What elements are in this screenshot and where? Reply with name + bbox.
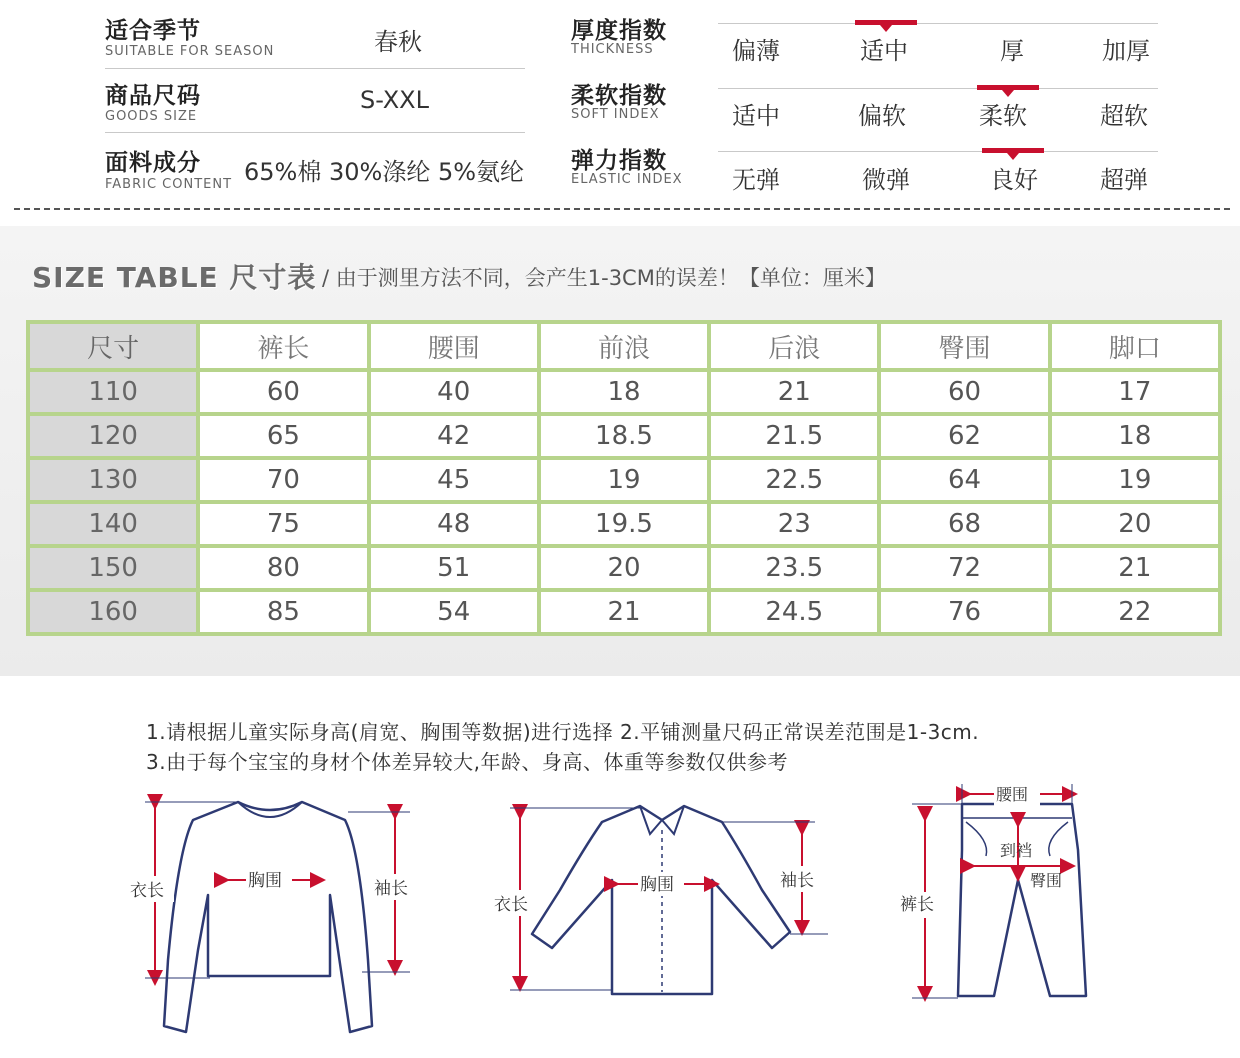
spec-label-zh: 面料成分 [105,150,201,176]
table-row [28,502,1220,546]
table-cell: 19.5 [539,502,709,546]
pants-hip-label: 臀围 [1030,871,1063,890]
table-cell: 72 [879,546,1049,590]
pants-waist-label: 腰围 [996,785,1029,804]
table-cell: 23 [709,502,879,546]
table-header: 后浪 [709,322,879,370]
table-cell: 21 [539,590,709,634]
table-cell: 68 [879,502,1049,546]
index-option: 适中 [732,102,780,130]
selected-marker [982,148,1044,153]
table-cell: 23.5 [709,546,879,590]
table-cell: 75 [198,502,368,546]
table-header: 尺寸 [28,322,198,370]
table-row [28,414,1220,458]
table-cell: 20 [539,546,709,590]
spec-label-zh: 商品尺码 [105,83,201,109]
table-cell: 60 [198,370,368,414]
table-row [28,458,1220,502]
table-cell: 21.5 [709,414,879,458]
table-cell: 65 [198,414,368,458]
table-cell: 80 [198,546,368,590]
divider [105,132,525,133]
index-option: 厚 [1000,37,1024,65]
table-cell: 45 [369,458,539,502]
size-table [26,320,1222,636]
sweater-sleeve-label: 袖长 [374,879,408,899]
table-cell: 24.5 [709,590,879,634]
spec-value: 65%棉 30%涤纶 5%氨纶 [244,158,525,186]
table-cell-size: 140 [28,502,198,546]
table-header: 裤长 [198,322,368,370]
table-cell-size: 150 [28,546,198,590]
index-label-zh: 厚度指数 [571,18,667,44]
index-label-en: THICKNESS [571,42,654,57]
table-cell: 19 [539,458,709,502]
shirt-sleeve-label: 袖长 [780,871,814,891]
shirt-length-label: 衣长 [494,895,528,915]
table-cell: 17 [1050,370,1220,414]
table-header-row [28,322,1220,370]
dashed-separator [14,208,1230,210]
table-cell: 62 [879,414,1049,458]
table-cell: 85 [198,590,368,634]
table-row [28,590,1220,634]
index-option: 良好 [990,166,1038,194]
shirt-outline-icon [532,806,790,994]
table-cell-size: 160 [28,590,198,634]
index-label-zh: 柔软指数 [571,83,667,109]
index-option: 无弹 [732,166,780,194]
note-line-1: 1.请根据儿童实际身高(肩宽、胸围等数据)进行选择 2.平铺测量尺码正常误差范围是1-3cm. [146,720,980,744]
note-line-2: 3.由于每个宝宝的身材个体差异较大,年龄、身高、体重等参数仅供参考 [146,750,788,774]
table-cell: 76 [879,590,1049,634]
spec-value: 春秋 [374,28,422,56]
index-option: 超弹 [1100,166,1148,194]
table-cell: 60 [879,370,1049,414]
table-header: 前浪 [539,322,709,370]
index-option: 偏薄 [732,37,780,65]
pants-length-label: 裤长 [900,895,934,915]
table-cell-size: 120 [28,414,198,458]
table-cell: 48 [369,502,539,546]
table-cell: 21 [1050,546,1220,590]
table-cell-size: 130 [28,458,198,502]
table-row [28,546,1220,590]
index-option: 偏软 [858,102,906,130]
index-label-en: SOFT INDEX [571,107,660,122]
spec-label-en: GOODS SIZE [105,109,198,124]
measurement-diagrams [0,770,1240,1050]
index-option: 超软 [1100,102,1148,130]
index-scale-line [718,88,1158,89]
table-cell: 51 [369,546,539,590]
table-header: 臀围 [879,322,1049,370]
index-option: 微弹 [862,166,910,194]
table-row [28,370,1220,414]
table-cell-size: 110 [28,370,198,414]
shirt-diagram [492,806,828,994]
sweater-length-label: 衣长 [130,881,164,901]
size-table-title: SIZE TABLE 尺寸表 [32,261,317,294]
table-cell: 18 [539,370,709,414]
table-cell: 20 [1050,502,1220,546]
table-cell: 40 [369,370,539,414]
shirt-chest-label: 胸围 [640,875,674,895]
table-cell: 18.5 [539,414,709,458]
spec-label-en: SUITABLE FOR SEASON [105,44,275,59]
table-cell: 22 [1050,590,1220,634]
table-cell: 64 [879,458,1049,502]
table-cell: 42 [369,414,539,458]
sweater-diagram [128,802,418,1032]
spec-value: S-XXL [360,86,429,114]
size-table-note: / 由于测里方法不同，会产生1-3CM的误差！【单位：厘米】 [322,266,886,290]
index-option: 柔软 [979,102,1027,130]
table-cell: 70 [198,458,368,502]
spec-label-zh: 适合季节 [105,18,201,44]
pants-diagram [898,784,1086,998]
index-label-zh: 弹力指数 [571,148,667,174]
index-option: 加厚 [1102,37,1150,65]
index-scale-line [718,23,1158,24]
table-cell: 18 [1050,414,1220,458]
table-cell: 21 [709,370,879,414]
sweater-chest-label: 胸围 [248,871,282,891]
divider [105,68,525,69]
selected-marker [855,20,917,25]
index-option: 适中 [860,37,908,65]
sweater-outline-icon [164,802,372,1032]
table-cell: 54 [369,590,539,634]
table-cell: 19 [1050,458,1220,502]
index-scale-line [718,151,1158,152]
selected-marker [977,85,1039,90]
table-header: 脚口 [1050,322,1220,370]
index-label-en: ELASTIC INDEX [571,172,683,187]
pants-crotch-label: 到裆 [1000,841,1033,860]
table-header: 腰围 [369,322,539,370]
table-cell: 22.5 [709,458,879,502]
spec-label-en: FABRIC CONTENT [105,177,233,192]
